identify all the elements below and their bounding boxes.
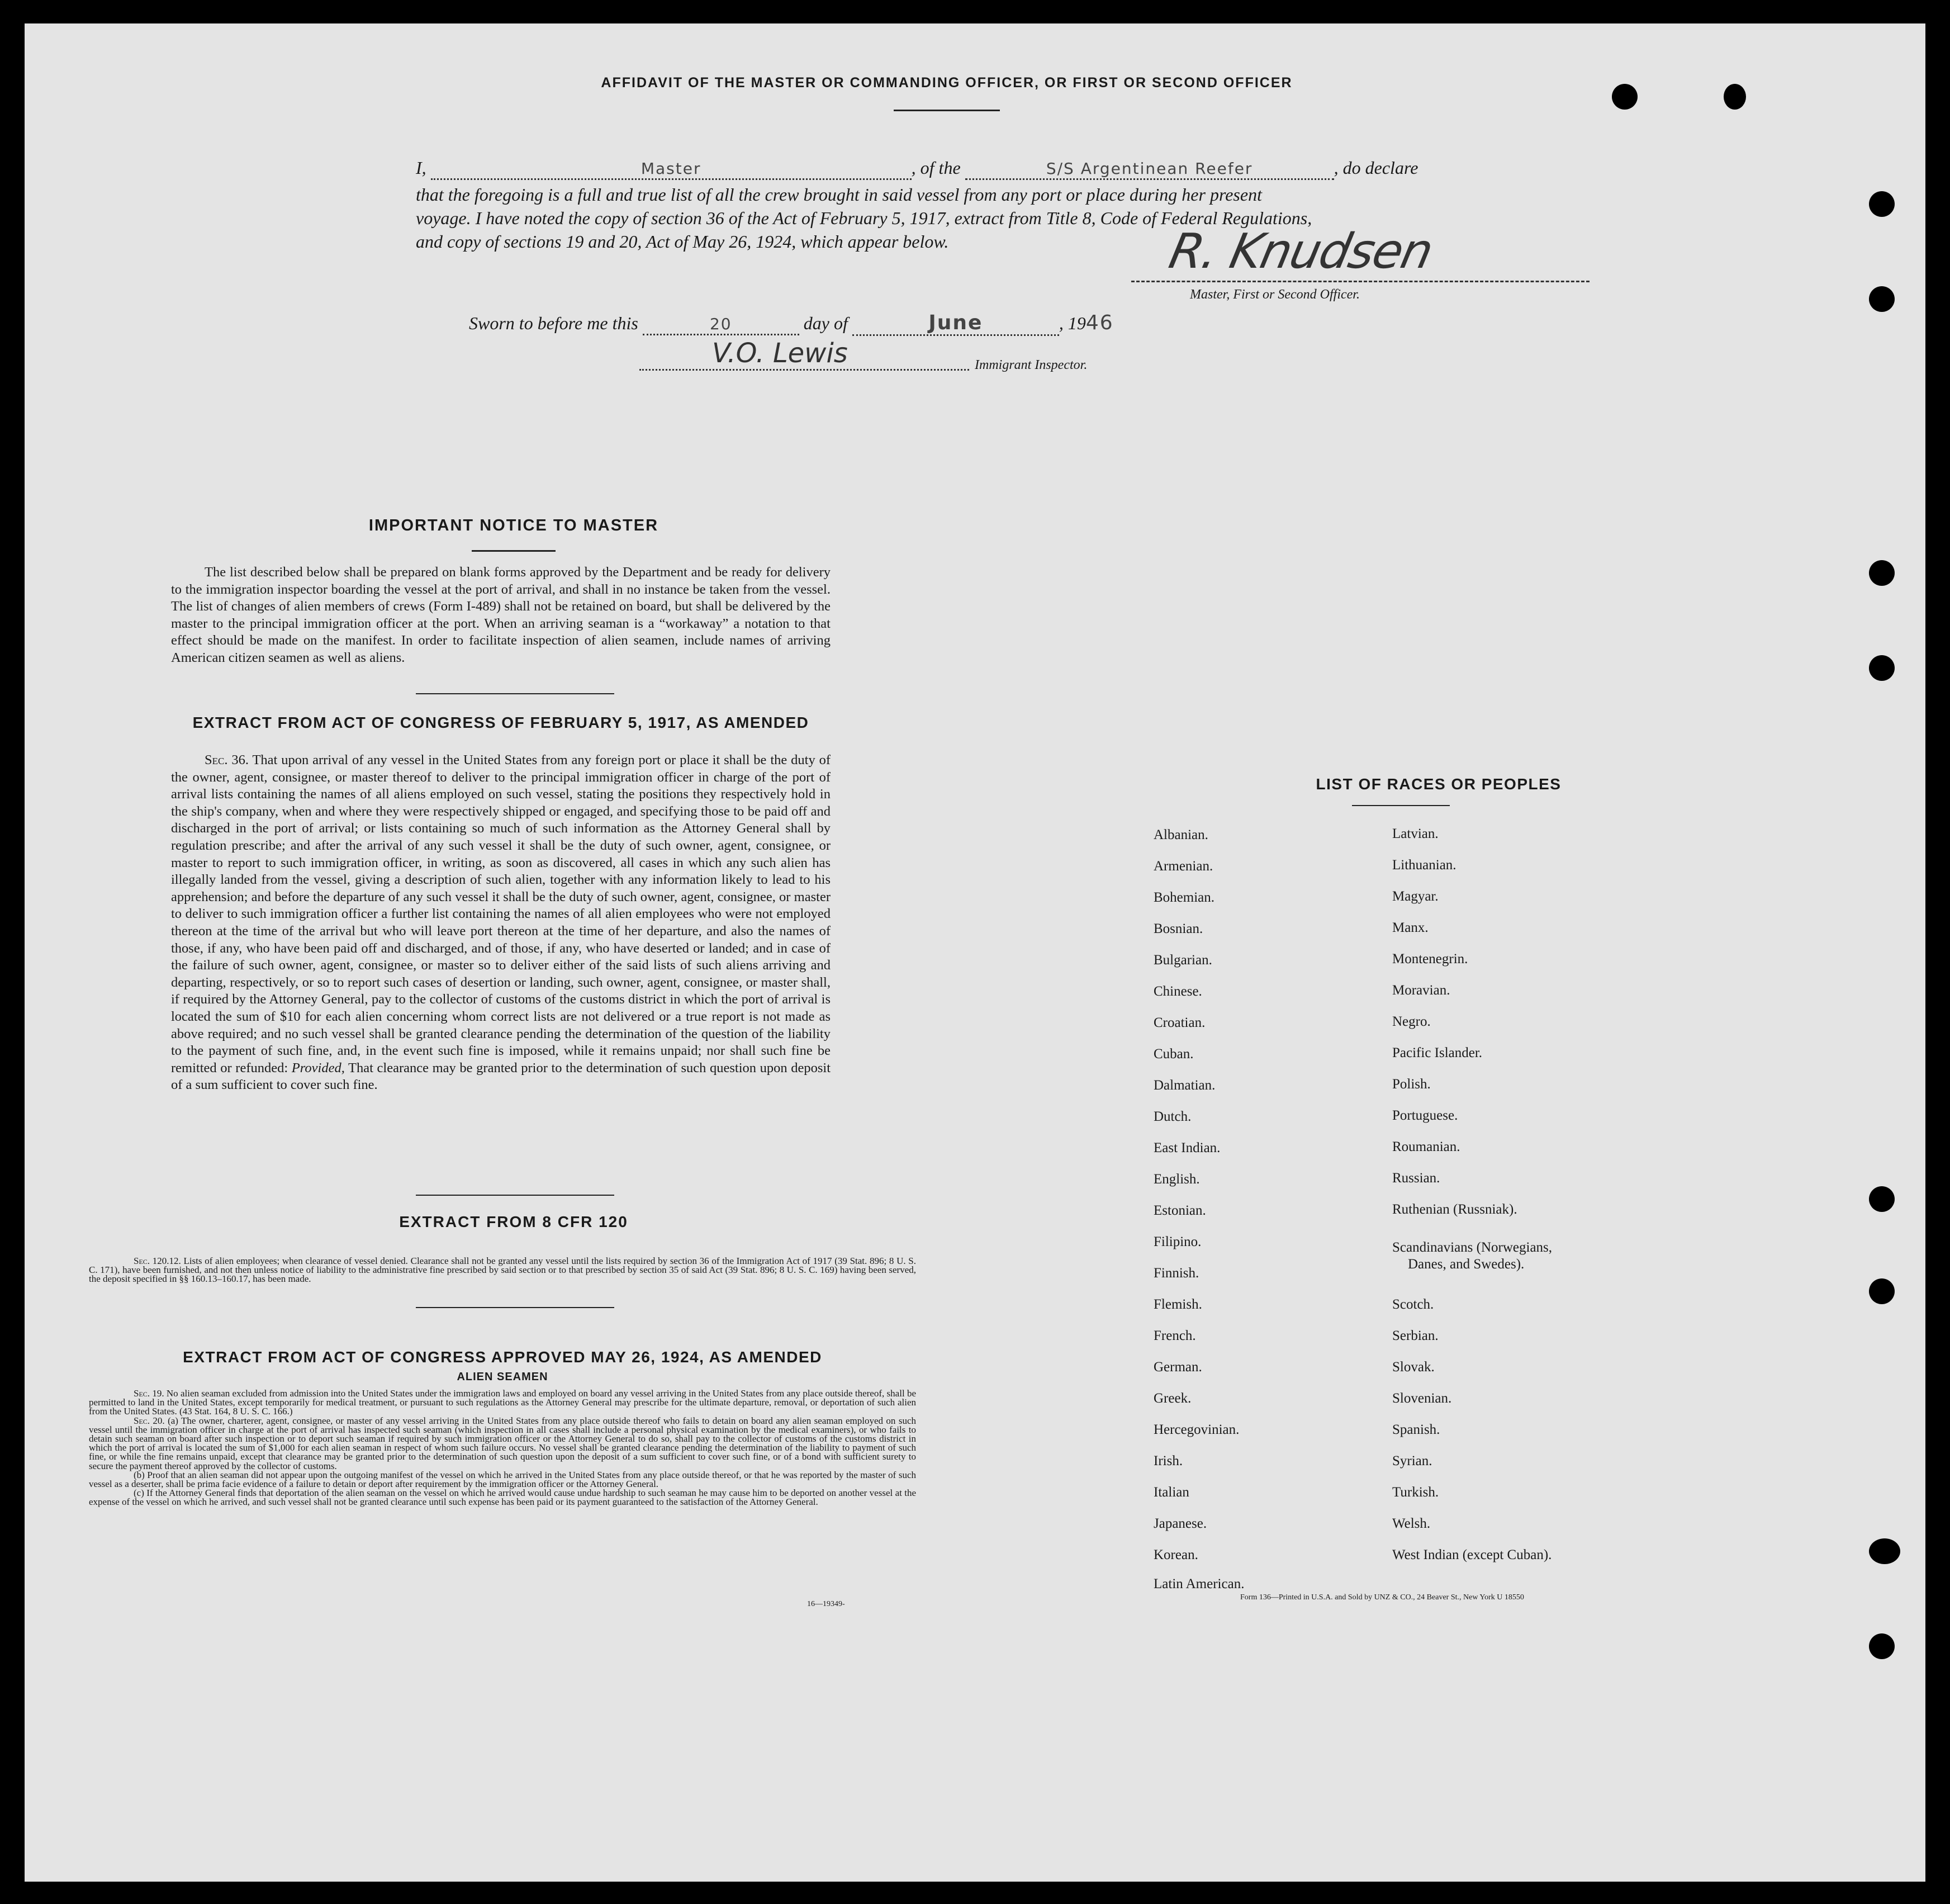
race-item: Danes, and Swedes). — [1408, 1257, 1525, 1272]
sec-20c: (c) If the Attorney General finds that deportation of the alien seaman on the vessel on which he arrived would cause undue hardship to such seaman he may cause him to be deported on another vessel at the expense of the vessel on which he arrived, and such vessel shall not be granted clearance until such expense has been paid or its payment guaranteed to the satisfaction of the Attorney General. — [89, 1488, 916, 1508]
race-item: Bosnian. — [1154, 921, 1203, 936]
sec-20b: (b) Proof that an alien seaman did not appear upon the outgoing manifest of the vessel on which he arrived in the United States from any place outside thereof, or that he was reported by the master of such vessel as a deserter, shall be prima facie evidence of a failure to detain or deport after requirement by the immigration officer or the Attorney General. — [89, 1469, 916, 1490]
master-name-value: Master — [640, 159, 701, 178]
race-item: Cuban. — [1154, 1046, 1194, 1062]
section-rule — [416, 1195, 614, 1196]
race-item: West Indian (except Cuban). — [1392, 1547, 1552, 1562]
sec-36-label: Sec. 36. — [205, 752, 249, 768]
race-item: Russian. — [1392, 1171, 1440, 1186]
race-item: Syrian. — [1392, 1453, 1432, 1469]
race-item: Dalmatian. — [1154, 1078, 1216, 1093]
signature-line — [1131, 281, 1590, 282]
race-item: Latvian. — [1392, 826, 1439, 841]
race-item: Montenegrin. — [1392, 951, 1468, 967]
print-code: 16—19349- — [807, 1600, 845, 1608]
title-rule — [894, 110, 1000, 111]
race-item: Negro. — [1392, 1014, 1431, 1029]
race-item: Moravian. — [1392, 983, 1450, 998]
race-item: Irish. — [1154, 1453, 1183, 1469]
race-item: Manx. — [1392, 920, 1429, 935]
form-printer-line: Form 136—Printed in U.S.A. and Sold by UNZ & CO., 24 Beaver St., New York U 18550 — [1240, 1593, 1524, 1602]
race-item: Turkish. — [1392, 1485, 1439, 1500]
punch-hole — [1869, 1186, 1895, 1212]
cfr-body — [89, 1257, 916, 1284]
race-item: French. — [1154, 1328, 1196, 1343]
race-item: Ruthenian (Russniak). — [1392, 1202, 1517, 1217]
cfr-sec-text: Lists of alien employees; when clearance of vessel denied. Clearance shall not be granted any vessel until the lists required by section 36 of the Immigration Act of 1917 (39 Stat. 896; 8 U. S. C. 171), have been furnished, and not then unless notice of liability to the administrative fine prescribed by said section or to that prescribed by section 35 of said Act (39 Stat. 896; 8 U. S. C. 169) having been served, the deposit specified in §§ 160.13–160.17, has been made. — [89, 1256, 916, 1285]
race-item: Estonian. — [1154, 1203, 1206, 1218]
race-item: Dutch. — [1154, 1109, 1192, 1124]
of-the-label: , of the — [911, 158, 961, 178]
punch-hole — [1869, 1633, 1895, 1659]
provided-label: Provided, — [291, 1060, 345, 1076]
declare-prefix: I, — [416, 158, 426, 178]
vessel-name-value: S/S Argentinean Reefer — [1046, 159, 1253, 178]
cfr-sec-label: Sec. 120.12. — [134, 1256, 181, 1266]
race-item: Pacific Islander. — [1392, 1045, 1483, 1060]
punch-hole — [1612, 84, 1638, 110]
sec-19 — [89, 1389, 916, 1417]
cfr-title: EXTRACT FROM 8 CFR 120 — [399, 1213, 628, 1230]
declare-suffix: , do declare — [1334, 158, 1418, 178]
sec-36-text: That upon arrival of any vessel in the United States from any foreign port or place it shall be the duty of the owner, agent, consignee, or master thereof to deliver to the principal immigration officer in charge of the port of arrival lists containing the names of all aliens employed on such vessel, stating the positions they respectively hold in the ship's company, when and where they were respectively shipped or engaged, and specifying those to be paid off and discharged in the port of arrival; or lists containing so much of such information as the Attorney General shall by regulation prescribe; and after the arrival of any such vessel it shall be the duty of such owner, agent, consignee, or master to report to such immigration officer, in writing, as soon as discovered, all cases in which any such alien has illegally landed from the vessel, giving a description of such alien, together with any information likely to lead to his apprehension; and before the departure of any such vessel it shall be the duty of such owner, agent, consignee, or master to deliver to such immigration officer a further list containing the names of all alien employees who were not employed thereon at the time of the arrival but who will leave port thereon at the time of her departure, and also the names of those, if any, who have been paid off and discharged, and of those, if any, who have deserted or landed; and in case of the failure of such owner, agent, consignee, or master so to deliver either of the said lists of such aliens arriving and departing, respectively, or so to report such cases of desertion or landing, such owner, agent, consignee, or master shall, if required by the Attorney General, pay to the collector of customs of the customs district in which the port of arrival is located the sum of $10 for each alien concerning whom correct lists are not delivered or a true report is not made as above required; and no such vessel shall be granted clearance pending the determination of the question of the liability to the payment of such fine, and, in the event such fine is imposed, while it remains unpaid; nor shall such fine be remitted or refunded: — [171, 752, 831, 1076]
sec-36-end: That clearance may be granted prior to the determination of such question upon deposit of a sum sufficient to cover such fine. — [171, 1060, 831, 1093]
affidavit-line-3: voyage. I have noted the copy of section 36 of the Act of February 5, 1917, extract from Title 8, Code of Federal Regulations, — [416, 208, 1312, 228]
race-item: Hercegovinian. — [1154, 1422, 1240, 1437]
race-item: Portuguese. — [1392, 1108, 1458, 1123]
races-rule — [1352, 805, 1450, 806]
punch-hole — [1869, 191, 1895, 217]
race-item: Slovenian. — [1392, 1391, 1452, 1406]
punch-hole — [1869, 560, 1895, 586]
vessel-name-field — [965, 158, 1334, 180]
sec-19-label: Sec. 19. — [134, 1388, 164, 1399]
race-item: Slovak. — [1392, 1360, 1435, 1375]
notice-rule — [472, 550, 556, 552]
year-prefix: , 19 — [1059, 313, 1086, 333]
sec-19-text: No alien seaman excluded from admission into the United States under the immigration laws and employed on board any vessel arriving in the United States from any place outside thereof, shall be permitted to land in the United States, except temporarily for medical treatment, or pursuant to such regulations as the Attorney General may prescribe for the ultimate departure, removal, or deportation of such alien from the United States. (43 Stat. 164, 8 U. S. C. 166.) — [89, 1388, 917, 1417]
punch-hole — [1724, 84, 1746, 110]
race-item: Japanese. — [1154, 1516, 1207, 1531]
affidavit-line-4: and copy of sections 19 and 20, Act of May 26, 1924, which appear below. — [416, 231, 949, 252]
extract-1924-title: EXTRACT FROM ACT OF CONGRESS APPROVED MAY 26, 1924, AS AMENDED — [183, 1348, 822, 1366]
section-rule — [416, 1307, 614, 1308]
race-item: Serbian. — [1392, 1328, 1439, 1343]
races-title: LIST OF RACES OR PEOPLES — [1316, 775, 1562, 793]
race-item: Scotch. — [1392, 1297, 1434, 1312]
race-item: Italian — [1154, 1485, 1189, 1500]
race-item: Bohemian. — [1154, 890, 1215, 905]
race-item: Polish. — [1392, 1077, 1431, 1092]
month-value: June — [928, 311, 983, 334]
punch-hole — [1869, 1538, 1900, 1564]
extract-1924-body — [89, 1389, 916, 1507]
race-item: German. — [1154, 1360, 1202, 1375]
signature-label: Master, First or Second Officer. — [1190, 287, 1360, 302]
sec-20a-text: (a) The owner, charterer, agent, consignee, or master of any vessel arriving in the United States from any place outside thereof who fails to detain on board any alien seaman employed on such vessel until the immigration officer in charge at the port of arrival has inspected such seaman (which inspection in all cases shall include a personal physical examination by the medical examiners), or who fails to detain such seaman on board after such inspection or to deport such seaman if required by such immigration officer or the Attorney General to do so, shall pay to the collector of customs of the customs district in which the port of arrival is located the sum of $1,000 for each alien seaman in respect of whom such failure occurs. No vessel shall be granted clearance pending the determination of the liability to payment of such fine, or while the fine remains unpaid, except that clearance may be granted prior to the determination of such question upon the deposit of a sum sufficient to cover such fine, or of a bond with sufficient surety to secure the payment thereof approved by the collector of customs. — [89, 1415, 916, 1471]
race-item: Finnish. — [1154, 1266, 1199, 1281]
affidavit-title: AFFIDAVIT OF THE MASTER OR COMMANDING OFFICER, OR FIRST OR SECOND OFFICER — [601, 75, 1293, 91]
extract-1917-body — [171, 752, 831, 1094]
race-item: Magyar. — [1392, 889, 1439, 904]
race-item: Spanish. — [1392, 1422, 1440, 1437]
year-value: 46 — [1085, 311, 1114, 334]
document-page — [25, 23, 1925, 1882]
race-item: Albanian. — [1154, 827, 1208, 842]
extract-1924-subtitle: ALIEN SEAMEN — [457, 1371, 548, 1383]
race-item: Lithuanian. — [1392, 858, 1456, 873]
race-item: Latin American. — [1154, 1576, 1245, 1592]
inspector-label: Immigrant Inspector. — [975, 358, 1088, 372]
notice-body: The list described below shall be prepared on blank forms approved by the Department and be ready for delivery to the immigration inspector boarding the vessel at the port of arrival, and shall in no instance be taken from the vessel. The list of changes of alien members of crews (Form I-489) shall not be retained on board, but shall be delivered by the master to the principal immigration officer at the port. When an arriving seaman is a “workaway” a notation to that effect should be made on the manifest. In order to facilitate inspection of alien seamen, include names of arriving American citizen seamen as well as aliens. — [171, 565, 831, 665]
extract-1917-title: EXTRACT FROM ACT OF CONGRESS OF FEBRUARY 5, 1917, AS AMENDED — [192, 714, 809, 731]
race-item: Chinese. — [1154, 984, 1202, 999]
punch-hole — [1869, 286, 1895, 312]
race-item: English. — [1154, 1172, 1200, 1187]
day-value: 20 — [709, 315, 732, 333]
inspector-field — [639, 338, 969, 371]
sworn-line — [469, 311, 1114, 336]
day-of-label: day of — [803, 313, 848, 333]
affidavit-line-1 — [416, 158, 1418, 180]
inspector-signature: V.O. Lewis — [712, 338, 848, 369]
race-item: Bulgarian. — [1154, 953, 1212, 968]
section-rule — [416, 693, 614, 694]
race-item: Welsh. — [1392, 1516, 1431, 1531]
sworn-prefix: Sworn to before me this — [469, 313, 638, 333]
punch-hole — [1869, 1278, 1895, 1304]
sec-20a — [89, 1417, 916, 1471]
race-item: Croatian. — [1154, 1015, 1206, 1030]
race-item: Korean. — [1154, 1547, 1198, 1562]
master-name-field — [431, 158, 912, 180]
notice-title: IMPORTANT NOTICE TO MASTER — [368, 517, 659, 534]
race-item: Filipino. — [1154, 1234, 1202, 1249]
race-item: Flemish. — [1154, 1297, 1202, 1312]
race-item: East Indian. — [1154, 1140, 1221, 1155]
race-item: Roumanian. — [1392, 1139, 1460, 1154]
race-item: Greek. — [1154, 1391, 1192, 1406]
day-field — [643, 313, 799, 335]
month-field — [852, 311, 1059, 336]
punch-hole — [1869, 655, 1895, 681]
sec-20-label: Sec. 20. — [134, 1415, 165, 1426]
race-item: Scandinavians (Norwegians, — [1392, 1240, 1553, 1255]
affidavit-line-2: that the foregoing is a full and true list of all the crew brought in said vessel from any port or place during her present — [416, 184, 1262, 205]
race-item: Armenian. — [1154, 859, 1213, 874]
master-signature: R. Knudsen — [1164, 224, 1437, 280]
